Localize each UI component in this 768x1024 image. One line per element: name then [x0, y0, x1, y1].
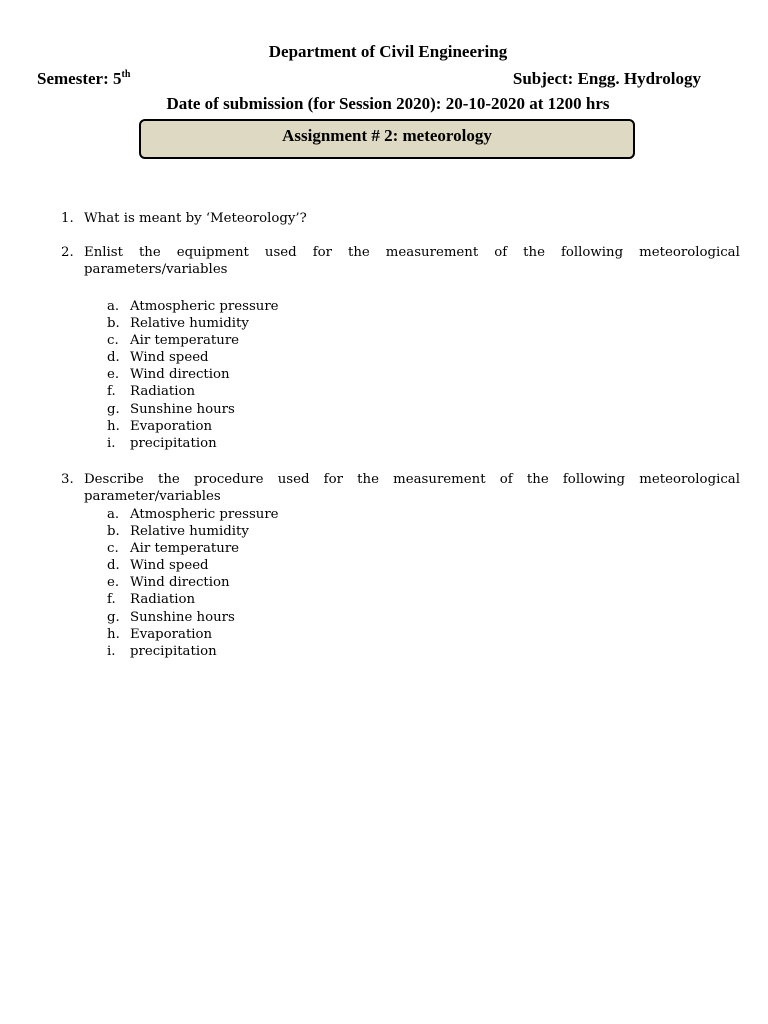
list-item-text: Radiation	[130, 592, 196, 608]
list-item-text: precipitation	[130, 435, 217, 451]
list-item	[107, 401, 279, 418]
list-marker: h.	[107, 626, 120, 642]
question-line-2: parameters/variables	[84, 262, 228, 277]
list-marker: c.	[107, 541, 119, 557]
list-item	[107, 506, 279, 523]
list-item	[107, 523, 279, 540]
list-item-text: Sunshine hours	[130, 609, 235, 625]
question-line-2: parameter/variables	[84, 489, 221, 504]
question-number: 1.	[61, 211, 74, 226]
list-item	[107, 574, 279, 591]
word: following	[562, 472, 626, 487]
list-item	[107, 418, 279, 435]
word: procedure	[193, 472, 264, 487]
question-line-1	[84, 471, 740, 488]
list-item-text: Radiation	[130, 384, 196, 400]
semester-text: Semester: 5	[37, 69, 122, 88]
list-item	[107, 332, 279, 349]
list-item-text: Atmospheric pressure	[130, 507, 279, 522]
list-marker: e.	[107, 367, 120, 383]
list-marker: e.	[107, 575, 120, 591]
list-item-text: Air temperature	[130, 541, 240, 557]
question-text	[84, 471, 740, 505]
list-marker: i.	[107, 643, 116, 659]
assignment-title-box	[139, 119, 635, 159]
question-3	[58, 471, 740, 505]
list-marker: f.	[107, 592, 116, 608]
list-marker: g.	[107, 401, 120, 417]
question-2	[58, 244, 740, 278]
list-marker: d.	[107, 558, 120, 574]
question-2-items	[107, 298, 279, 452]
list-item	[107, 609, 279, 626]
list-marker: h.	[107, 418, 120, 434]
subject-label: Subject: Engg. Hydrology	[512, 69, 701, 88]
list-item	[107, 591, 279, 608]
question-number: 2.	[61, 245, 74, 260]
word: for	[312, 245, 332, 260]
question-number: 3.	[61, 472, 74, 487]
question-1	[58, 210, 740, 227]
list-item	[107, 626, 279, 643]
question-3-items	[107, 506, 279, 660]
list-item-text: Wind direction	[130, 367, 230, 383]
list-marker: i.	[107, 435, 116, 451]
word: the	[158, 472, 180, 487]
word: used	[277, 472, 310, 487]
list-item-text: Atmospheric pressure	[130, 299, 279, 314]
list-marker: g.	[107, 609, 120, 625]
list-marker: f.	[107, 384, 116, 400]
list-item-text: Sunshine hours	[130, 401, 235, 417]
list-item	[107, 349, 279, 366]
list-marker: b.	[107, 524, 120, 540]
list-marker: a.	[107, 507, 120, 522]
question-text	[84, 244, 740, 278]
list-item	[107, 383, 279, 400]
list-marker: b.	[107, 316, 120, 332]
word: of	[499, 472, 513, 487]
submission-date: Date of submission (for Session 2020): 20-10-2020 at 1200 hrs	[166, 94, 610, 113]
word: the	[526, 472, 549, 487]
word: the	[523, 245, 545, 260]
list-item	[107, 366, 279, 383]
assignment-title: Assignment # 2: meteorology	[282, 126, 492, 145]
word: measurement	[393, 472, 486, 487]
list-item-text: Evaporation	[130, 626, 213, 642]
word: Describe	[84, 472, 144, 487]
question-text: What is meant by ‘Meteorology’?	[84, 211, 307, 226]
semester-superscript: th	[121, 69, 131, 80]
list-item-text: Wind direction	[130, 575, 230, 591]
list-item	[107, 540, 279, 557]
list-item	[107, 298, 279, 315]
question-line-1	[84, 244, 740, 261]
semester-label	[37, 69, 130, 89]
word: used	[264, 245, 297, 260]
word: meteorological	[639, 472, 740, 487]
list-item	[107, 315, 279, 332]
list-item	[107, 643, 279, 660]
word: meteorological	[639, 245, 740, 260]
word: for	[323, 472, 343, 487]
list-item-text: Relative humidity	[130, 524, 249, 540]
department-heading: Department of Civil Engineering	[268, 42, 508, 61]
list-item	[107, 557, 279, 574]
list-item-text: Evaporation	[130, 418, 213, 434]
list-item-text: Wind speed	[130, 350, 209, 366]
word: equipment	[176, 245, 249, 260]
list-marker: d.	[107, 350, 120, 366]
list-item-text: precipitation	[130, 643, 217, 659]
word: Enlist	[84, 245, 123, 260]
word: the	[138, 245, 161, 260]
word: the	[348, 245, 370, 260]
list-item	[107, 435, 279, 452]
list-item-text: Air temperature	[130, 333, 240, 349]
word: measurement	[385, 245, 479, 260]
list-marker: a.	[107, 299, 120, 314]
word: following	[560, 245, 624, 260]
word: of	[494, 245, 508, 260]
word: the	[357, 472, 379, 487]
list-marker: c.	[107, 333, 119, 349]
list-item-text: Relative humidity	[130, 316, 249, 332]
list-item-text: Wind speed	[130, 558, 209, 574]
